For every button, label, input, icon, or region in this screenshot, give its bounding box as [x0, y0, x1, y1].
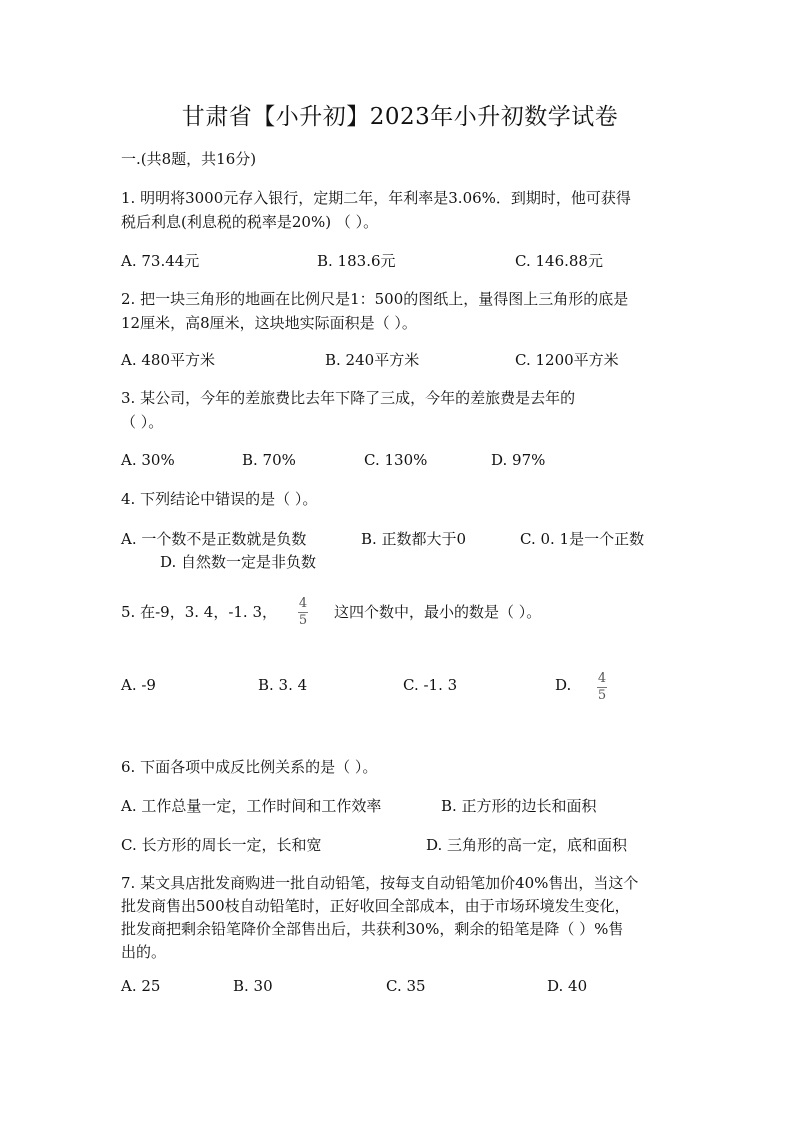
page-title: 甘肃省【小升初】2023年小升初数学试卷 — [181, 104, 619, 130]
q2-option-a: A. 480平方米 — [121, 351, 215, 369]
q6-option-c: C. 长方形的周长一定，长和宽 — [121, 836, 322, 854]
q5-option-c: C. -1. 3 — [403, 676, 458, 694]
q7-option-b: B. 30 — [233, 977, 273, 995]
question-1-line-1: 1. 明明将3000元存入银行，定期二年，年利率是3.06%．到期时，他可获得 — [121, 189, 631, 207]
q6-option-a: A. 工作总量一定，工作时间和工作效率 — [121, 797, 382, 815]
question-7-line-3: 批发商把剩余铅笔降价全部售出后，共获利30%，剩余的铅笔是降（ ）%售 — [121, 920, 624, 938]
q3-option-b: B. 70% — [242, 451, 296, 469]
question-3-stem — [121, 386, 575, 434]
q2-option-b: B. 240平方米 — [325, 351, 420, 369]
fraction-denominator: 5 — [597, 688, 607, 703]
question-7-line-1: 7. 某文具店批发商购进一批自动铅笔，按每支自动铅笔加价40%售出，当这个 — [121, 874, 639, 892]
fraction-denominator: 5 — [298, 613, 308, 628]
question-3-line-1: 3. 某公司，今年的差旅费比去年下降了三成，今年的差旅费是去年的 — [121, 389, 576, 407]
question-3-line-2: （ ）。 — [121, 413, 164, 431]
q5-stem-fraction — [298, 597, 308, 628]
q3-option-d: D. 97% — [491, 451, 546, 469]
question-7-line-4: 出的。 — [121, 943, 167, 961]
q6-option-d: D. 三角形的高一定，底和面积 — [426, 836, 628, 854]
fraction-numerator: 4 — [597, 671, 607, 686]
q7-option-c: C. 35 — [386, 977, 426, 995]
q6-option-b: B. 正方形的边长和面积 — [441, 797, 597, 815]
question-6-stem: 6. 下面各项中成反比例关系的是（ ）。 — [121, 758, 378, 776]
question-2-stem — [121, 287, 628, 335]
q5-option-b: B. 3. 4 — [258, 676, 308, 694]
question-4-stem: 4. 下列结论中错误的是（ ）。 — [121, 490, 318, 508]
q2-option-c: C. 1200平方米 — [515, 351, 619, 369]
q1-option-b: B. 183.6元 — [317, 252, 396, 270]
question-7-line-2: 批发商售出500枝自动铅笔时，正好收回全部成本，由于市场环境发生变化， — [121, 897, 630, 915]
q7-option-d: D. 40 — [547, 977, 588, 995]
section-heading: 一.(共8题，共16分) — [121, 150, 257, 168]
question-5-stem-end: 这四个数中，最小的数是（ ）。 — [334, 603, 542, 621]
q3-option-a: A. 30% — [121, 451, 175, 469]
question-5-stem-start: 5. 在-9，3. 4，-1. 3， — [121, 603, 278, 621]
q4-option-d: D. 自然数一定是非负数 — [160, 553, 317, 571]
q7-option-a: A. 25 — [121, 977, 161, 995]
q5-option-d-fraction — [597, 672, 607, 703]
q1-option-a: A. 73.44元 — [121, 252, 200, 270]
q4-option-b: B. 正数都大于0 — [361, 530, 467, 548]
question-2-line-2: 12厘米，高8厘米，这块地实际面积是（ ）。 — [121, 314, 417, 332]
q5-option-d: D. — [555, 676, 572, 694]
q5-option-a: A. -9 — [121, 676, 156, 694]
q4-option-a: A. 一个数不是正数就是负数 — [121, 530, 307, 548]
question-1-stem — [121, 186, 631, 234]
fraction-numerator: 4 — [298, 596, 308, 611]
question-1-line-2: 税后利息(利息税的税率是20%) （ ）。 — [121, 213, 379, 231]
q4-option-c: C. 0. 1是一个正数 — [520, 530, 645, 548]
q3-option-c: C. 130% — [364, 451, 428, 469]
question-7-stem — [121, 872, 638, 964]
q1-option-c: C. 146.88元 — [515, 252, 603, 270]
question-2-line-1: 2. 把一块三角形的地画在比例尺是1：500的图纸上，量得图上三角形的底是 — [121, 290, 629, 308]
